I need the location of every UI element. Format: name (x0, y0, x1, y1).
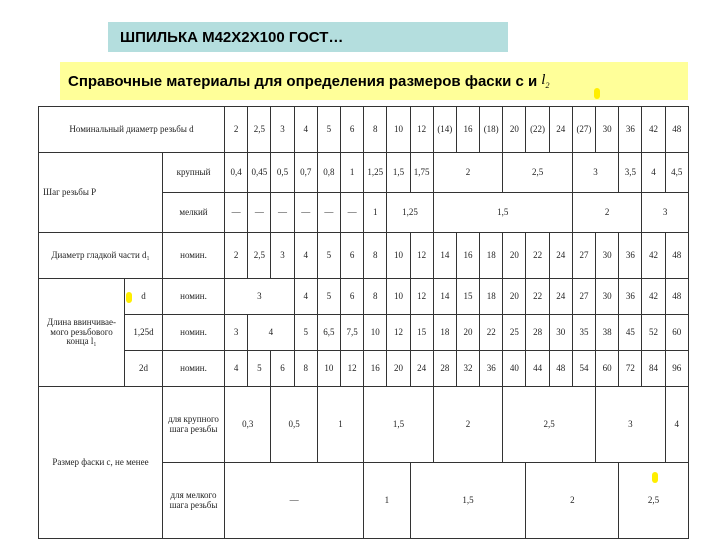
chamfer-cell: 2 (526, 463, 619, 539)
smooth-cell: 14 (433, 233, 456, 279)
length-cell: 5 (317, 279, 340, 315)
length-cell: 22 (480, 315, 503, 351)
row-chamfer-coarse (39, 387, 689, 463)
length-cell: 15 (456, 279, 479, 315)
pitch-cell: 1,25 (364, 153, 387, 193)
chamfer-cell: 1 (364, 463, 410, 539)
length-cell: 32 (456, 351, 479, 387)
length-cell: 18 (480, 279, 503, 315)
pitch-cell: 3 (572, 153, 618, 193)
pitch-cell: — (271, 193, 294, 233)
label-nominal: номин. (163, 315, 225, 351)
diameter-cell: 3 (271, 107, 294, 153)
length-cell: 28 (433, 351, 456, 387)
diameter-cell: 30 (596, 107, 619, 153)
pitch-cell: — (248, 193, 271, 233)
length-cell: 4 (294, 279, 317, 315)
smooth-cell: 24 (549, 233, 572, 279)
smooth-cell: 2,5 (248, 233, 271, 279)
length-cell: 72 (619, 351, 642, 387)
pitch-cell: 1,25 (387, 193, 433, 233)
chamfer-cell: 1 (317, 387, 363, 463)
smooth-cell: 3 (271, 233, 294, 279)
highlight-marker (594, 88, 600, 99)
smooth-cell: 48 (665, 233, 688, 279)
subtitle-symbol (541, 72, 549, 90)
chamfer-cell: 3 (596, 387, 666, 463)
chamfer-cell: 4 (665, 387, 688, 463)
length-cell: 42 (642, 279, 665, 315)
diameter-cell: 42 (642, 107, 665, 153)
length-cell: 45 (619, 315, 642, 351)
length-cell: 8 (294, 351, 317, 387)
length-cell: 12 (387, 315, 410, 351)
length-cell: 27 (572, 279, 595, 315)
length-cell: 5 (248, 351, 271, 387)
label-for-fine: для мелкого шага резьбы (163, 463, 225, 539)
pitch-cell: 4 (642, 153, 665, 193)
pitch-cell: 1,5 (387, 153, 410, 193)
chamfer-cell: 0,5 (271, 387, 317, 463)
length-cell: 6,5 (317, 315, 340, 351)
length-cell: 96 (665, 351, 688, 387)
label-nominal: номин. (163, 233, 225, 279)
row-length-d (39, 279, 689, 315)
pitch-cell: — (225, 193, 248, 233)
diameter-cell: 12 (410, 107, 433, 153)
label-for-coarse: для крупного шага резьбы (163, 387, 225, 463)
length-cell: 4 (248, 315, 294, 351)
smooth-cell: 22 (526, 233, 549, 279)
chamfer-cell: 0,3 (225, 387, 271, 463)
pitch-cell: 3 (642, 193, 688, 233)
reference-table (38, 106, 689, 539)
highlight-marker (652, 472, 658, 483)
length-cell: 28 (526, 315, 549, 351)
smooth-cell: 42 (642, 233, 665, 279)
length-cell: 84 (642, 351, 665, 387)
row-nominal-diameter (39, 107, 689, 153)
label-nominal: номин. (163, 279, 225, 315)
length-cell: 24 (549, 279, 572, 315)
chamfer-cell: 2,5 (619, 463, 689, 539)
diameter-cell: 8 (364, 107, 387, 153)
highlight-marker (126, 292, 132, 303)
pitch-cell: — (317, 193, 340, 233)
row-length-2d (39, 351, 689, 387)
diameter-cell: 5 (317, 107, 340, 153)
label-nominal: номин. (163, 351, 225, 387)
row-length-125d (39, 315, 689, 351)
smooth-cell: 20 (503, 233, 526, 279)
diameter-cell: 2,5 (248, 107, 271, 153)
smooth-cell: 8 (364, 233, 387, 279)
label-length: Длина ввинчивае-мого резьбового конца l₁ (39, 279, 125, 387)
pitch-cell: — (294, 193, 317, 233)
label-thread-pitch: Шаг резьбы P (39, 153, 163, 233)
length-cell: 8 (364, 279, 387, 315)
length-cell: 30 (596, 279, 619, 315)
pitch-cell: 1 (364, 193, 387, 233)
label-fine: мелкий (163, 193, 225, 233)
length-cell: 12 (340, 351, 363, 387)
chamfer-cell: 2 (433, 387, 503, 463)
diameter-cell: 4 (294, 107, 317, 153)
length-cell: 38 (596, 315, 619, 351)
pitch-cell: 0,7 (294, 153, 317, 193)
diameter-cell: 16 (456, 107, 479, 153)
pitch-cell: 0,45 (248, 153, 271, 193)
length-cell: 25 (503, 315, 526, 351)
length-cell: 7,5 (340, 315, 363, 351)
diameter-cell: 24 (549, 107, 572, 153)
smooth-cell: 16 (456, 233, 479, 279)
diameter-cell: (22) (526, 107, 549, 153)
diameter-cell: 20 (503, 107, 526, 153)
length-cell: 44 (526, 351, 549, 387)
length-cell: 60 (596, 351, 619, 387)
length-cell: 20 (456, 315, 479, 351)
diameter-cell: 10 (387, 107, 410, 153)
label-chamfer: Размер фаски с, не менее (39, 387, 163, 539)
length-cell: 20 (503, 279, 526, 315)
length-cell: 4 (225, 351, 248, 387)
smooth-cell: 36 (619, 233, 642, 279)
smooth-cell: 4 (294, 233, 317, 279)
length-cell: 3 (225, 315, 248, 351)
row-coarse-pitch (39, 153, 689, 193)
pitch-cell: 3,5 (619, 153, 642, 193)
diameter-cell: 36 (619, 107, 642, 153)
chamfer-cell: — (225, 463, 364, 539)
subtitle-symbol-sub: 2 (545, 81, 550, 90)
length-cell: 48 (549, 351, 572, 387)
length-cell: 36 (480, 351, 503, 387)
diameter-cell: (27) (572, 107, 595, 153)
length-cell: 14 (433, 279, 456, 315)
chamfer-cell: 1,5 (364, 387, 434, 463)
length-cell: 22 (526, 279, 549, 315)
length-cell: 30 (549, 315, 572, 351)
length-cell: 10 (317, 351, 340, 387)
smooth-cell: 2 (225, 233, 248, 279)
smooth-cell: 18 (480, 233, 503, 279)
diameter-cell: 2 (225, 107, 248, 153)
smooth-cell: 12 (410, 233, 433, 279)
pitch-cell: 2 (433, 153, 503, 193)
subtitle-symbol-letter: l (541, 72, 546, 88)
subtitle-text: Справочные материалы для определения размеров фаски с и (68, 72, 538, 90)
length-cell: 12 (410, 279, 433, 315)
length-cell: 36 (619, 279, 642, 315)
label-coarse: крупный (163, 153, 225, 193)
length-cell: 5 (294, 315, 317, 351)
diameter-cell: 6 (340, 107, 363, 153)
length-cell: 60 (665, 315, 688, 351)
length-cell: 15 (410, 315, 433, 351)
length-cell: 40 (503, 351, 526, 387)
length-cell: 10 (364, 315, 387, 351)
length-cell: 6 (340, 279, 363, 315)
page-title (108, 22, 508, 52)
smooth-cell: 5 (317, 233, 340, 279)
pitch-cell: 2,5 (503, 153, 573, 193)
length-cell: 20 (387, 351, 410, 387)
length-cell: 3 (225, 279, 295, 315)
pitch-cell: 0,5 (271, 153, 294, 193)
diameter-cell: (14) (433, 107, 456, 153)
length-cell: 24 (410, 351, 433, 387)
pitch-cell: — (340, 193, 363, 233)
pitch-cell: 1,5 (433, 193, 572, 233)
smooth-cell: 6 (340, 233, 363, 279)
smooth-cell: 10 (387, 233, 410, 279)
pitch-cell: 0,4 (225, 153, 248, 193)
label-d: d (125, 279, 163, 315)
pitch-cell: 1 (340, 153, 363, 193)
smooth-cell: 30 (596, 233, 619, 279)
smooth-cell: 27 (572, 233, 595, 279)
length-cell: 35 (572, 315, 595, 351)
label-d2: 2d (125, 351, 163, 387)
length-cell: 54 (572, 351, 595, 387)
label-d125: 1,25d (125, 315, 163, 351)
length-cell: 18 (433, 315, 456, 351)
diameter-cell: 48 (665, 107, 688, 153)
label-smooth-diameter: Диаметр гладкой части d₁ (39, 233, 163, 279)
length-cell: 16 (364, 351, 387, 387)
row-smooth-diameter (39, 233, 689, 279)
length-cell: 6 (271, 351, 294, 387)
pitch-cell: 0,8 (317, 153, 340, 193)
chamfer-cell: 2,5 (503, 387, 596, 463)
chamfer-cell: 1,5 (410, 463, 526, 539)
length-cell: 52 (642, 315, 665, 351)
length-cell: 10 (387, 279, 410, 315)
pitch-cell: 4,5 (665, 153, 688, 193)
length-cell: 48 (665, 279, 688, 315)
diameter-cell: (18) (480, 107, 503, 153)
pitch-cell: 1,75 (410, 153, 433, 193)
title-text: ШПИЛЬКА М42Х2Х100 ГОСТ… (120, 28, 344, 46)
pitch-cell: 2 (572, 193, 642, 233)
label-nominal-diameter: Номинальный диаметр резьбы d (39, 107, 225, 153)
